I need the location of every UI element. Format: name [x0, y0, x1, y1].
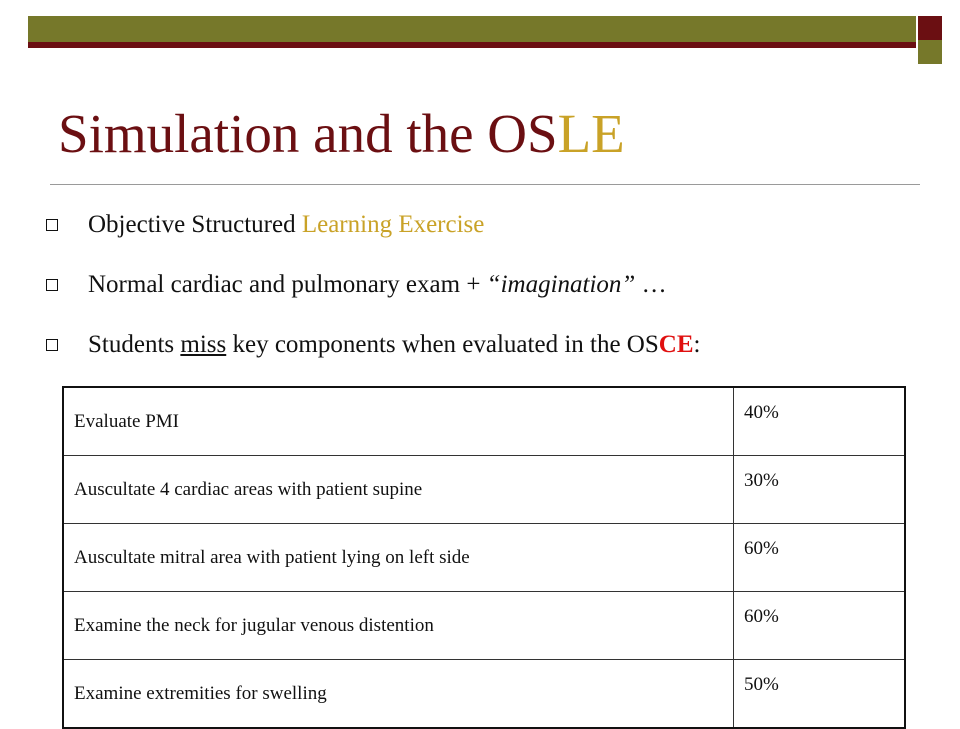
table-cell-item: Auscultate 4 cardiac areas with patient supine — [63, 456, 734, 524]
table-cell-value: 60% — [734, 524, 906, 592]
bullet-text-part: Normal cardiac and pulmonary exam + — [88, 271, 487, 298]
table-row — [63, 592, 905, 660]
results-table — [62, 386, 906, 729]
table-cell-value: 30% — [734, 456, 906, 524]
bullet-underlined-text: miss — [180, 331, 227, 358]
corner-square-red — [918, 16, 942, 40]
table-row — [63, 456, 905, 524]
bullet-text — [88, 331, 700, 359]
table-cell-item: Evaluate PMI — [63, 387, 734, 456]
title-accent: LE — [557, 103, 625, 164]
corner-square-olive — [918, 40, 942, 64]
header-bar-dark-red — [28, 42, 916, 48]
table-cell-value: 60% — [734, 592, 906, 660]
bullet-item — [46, 266, 700, 304]
title-divider — [50, 184, 920, 185]
table-cell-item: Examine extremities for swelling — [63, 660, 734, 729]
square-bullet-icon — [46, 279, 58, 291]
bullet-text-part: … — [635, 271, 667, 298]
bullet-text-part: : — [693, 331, 701, 358]
title-main: Simulation and the OS — [58, 103, 558, 164]
table-cell-value: 50% — [734, 660, 906, 729]
header-bar-olive — [28, 16, 916, 42]
table-cell-value: 40% — [734, 387, 906, 456]
table-row — [63, 387, 905, 456]
bullet-text-part: Objective Structured — [88, 211, 302, 238]
bullet-accent-text: CE — [658, 331, 694, 358]
bullet-text — [88, 271, 667, 299]
slide-title — [58, 103, 625, 164]
square-bullet-icon — [46, 339, 58, 351]
bullet-item — [46, 206, 700, 244]
table-row — [63, 524, 905, 592]
bullet-accent-text: Learning Exercise — [301, 211, 485, 238]
bullet-list — [46, 206, 700, 386]
table-cell-item: Auscultate mitral area with patient lying on left side — [63, 524, 734, 592]
bullet-text-part: key components when evaluated in the OS — [226, 331, 659, 358]
table-cell-item: Examine the neck for jugular venous distention — [63, 592, 734, 660]
square-bullet-icon — [46, 219, 58, 231]
bullet-text — [88, 211, 484, 239]
bullet-item — [46, 326, 700, 364]
bullet-text-part: Students — [88, 331, 181, 358]
bullet-italic-text: “imagination” — [486, 271, 636, 298]
header-decoration — [0, 0, 960, 60]
table-row — [63, 660, 905, 729]
